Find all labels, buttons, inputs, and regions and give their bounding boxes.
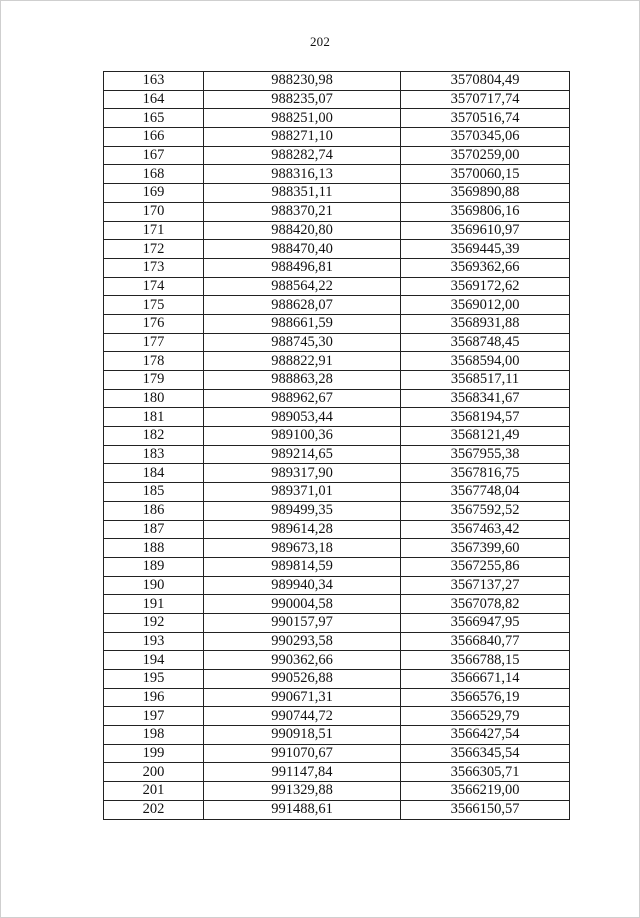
x-coordinate-cell: 989814,59	[204, 557, 401, 576]
x-coordinate-cell: 990293,58	[204, 632, 401, 651]
point-number-cell: 196	[104, 688, 204, 707]
point-number-cell: 163	[104, 72, 204, 91]
point-number-cell: 190	[104, 576, 204, 595]
point-number-cell: 202	[104, 800, 204, 819]
point-number-cell: 198	[104, 726, 204, 745]
point-number-cell: 201	[104, 782, 204, 801]
point-number-cell: 189	[104, 557, 204, 576]
x-coordinate-cell: 988351,11	[204, 184, 401, 203]
x-coordinate-cell: 990526,88	[204, 670, 401, 689]
y-coordinate-cell: 3567816,75	[401, 464, 570, 483]
point-number-cell: 172	[104, 240, 204, 259]
point-number-cell: 165	[104, 109, 204, 128]
x-coordinate-cell: 989317,90	[204, 464, 401, 483]
point-number-cell: 170	[104, 202, 204, 221]
point-number-cell: 186	[104, 501, 204, 520]
x-coordinate-cell: 988564,22	[204, 277, 401, 296]
x-coordinate-cell: 991147,84	[204, 763, 401, 782]
y-coordinate-cell: 3568121,49	[401, 427, 570, 446]
table-row	[104, 539, 570, 558]
table-row	[104, 202, 570, 221]
x-coordinate-cell: 989673,18	[204, 539, 401, 558]
x-coordinate-cell: 991070,67	[204, 744, 401, 763]
y-coordinate-cell: 3570060,15	[401, 165, 570, 184]
table-row	[104, 782, 570, 801]
y-coordinate-cell: 3567399,60	[401, 539, 570, 558]
table-row	[104, 744, 570, 763]
point-number-cell: 192	[104, 613, 204, 632]
point-number-cell: 195	[104, 670, 204, 689]
x-coordinate-cell: 988661,59	[204, 314, 401, 333]
y-coordinate-cell: 3567748,04	[401, 483, 570, 502]
y-coordinate-cell: 3568931,88	[401, 314, 570, 333]
coordinates-table	[103, 71, 570, 820]
table-row	[104, 613, 570, 632]
y-coordinate-cell: 3568341,67	[401, 389, 570, 408]
point-number-cell: 200	[104, 763, 204, 782]
y-coordinate-cell: 3570345,06	[401, 128, 570, 147]
point-number-cell: 171	[104, 221, 204, 240]
y-coordinate-cell: 3569012,00	[401, 296, 570, 315]
table-row	[104, 726, 570, 745]
point-number-cell: 187	[104, 520, 204, 539]
point-number-cell: 177	[104, 333, 204, 352]
x-coordinate-cell: 989053,44	[204, 408, 401, 427]
x-coordinate-cell: 990362,66	[204, 651, 401, 670]
table-row	[104, 688, 570, 707]
table-row	[104, 333, 570, 352]
table-row	[104, 595, 570, 614]
x-coordinate-cell: 988822,91	[204, 352, 401, 371]
point-number-cell: 168	[104, 165, 204, 184]
y-coordinate-cell: 3566947,95	[401, 613, 570, 632]
y-coordinate-cell: 3567137,27	[401, 576, 570, 595]
x-coordinate-cell: 989940,34	[204, 576, 401, 595]
point-number-cell: 176	[104, 314, 204, 333]
x-coordinate-cell: 988271,10	[204, 128, 401, 147]
point-number-cell: 193	[104, 632, 204, 651]
table-row	[104, 464, 570, 483]
y-coordinate-cell: 3566219,00	[401, 782, 570, 801]
table-row	[104, 389, 570, 408]
y-coordinate-cell: 3566840,77	[401, 632, 570, 651]
y-coordinate-cell: 3566529,79	[401, 707, 570, 726]
y-coordinate-cell: 3566150,57	[401, 800, 570, 819]
point-number-cell: 191	[104, 595, 204, 614]
point-number-cell: 199	[104, 744, 204, 763]
y-coordinate-cell: 3566345,54	[401, 744, 570, 763]
point-number-cell: 179	[104, 371, 204, 390]
y-coordinate-cell: 3570516,74	[401, 109, 570, 128]
y-coordinate-cell: 3566427,54	[401, 726, 570, 745]
table-row	[104, 670, 570, 689]
table-row	[104, 240, 570, 259]
table-row	[104, 445, 570, 464]
table-row	[104, 800, 570, 819]
y-coordinate-cell: 3569362,66	[401, 258, 570, 277]
y-coordinate-cell: 3567255,86	[401, 557, 570, 576]
x-coordinate-cell: 988370,21	[204, 202, 401, 221]
table-row	[104, 221, 570, 240]
x-coordinate-cell: 988235,07	[204, 90, 401, 109]
table-row	[104, 184, 570, 203]
x-coordinate-cell: 988420,80	[204, 221, 401, 240]
y-coordinate-cell: 3567078,82	[401, 595, 570, 614]
table-row	[104, 314, 570, 333]
table-row	[104, 165, 570, 184]
y-coordinate-cell: 3570259,00	[401, 146, 570, 165]
table-row	[104, 371, 570, 390]
point-number-cell: 181	[104, 408, 204, 427]
point-number-cell: 197	[104, 707, 204, 726]
table-row	[104, 632, 570, 651]
x-coordinate-cell: 988282,74	[204, 146, 401, 165]
x-coordinate-cell: 989371,01	[204, 483, 401, 502]
x-coordinate-cell: 990004,58	[204, 595, 401, 614]
y-coordinate-cell: 3567592,52	[401, 501, 570, 520]
x-coordinate-cell: 990157,97	[204, 613, 401, 632]
table-row	[104, 520, 570, 539]
point-number-cell: 185	[104, 483, 204, 502]
y-coordinate-cell: 3567955,38	[401, 445, 570, 464]
page-number: 202	[309, 34, 331, 49]
table-row	[104, 72, 570, 91]
point-number-cell: 173	[104, 258, 204, 277]
y-coordinate-cell: 3569445,39	[401, 240, 570, 259]
coordinates-table-body	[104, 72, 570, 820]
point-number-cell: 194	[104, 651, 204, 670]
y-coordinate-cell: 3569890,88	[401, 184, 570, 203]
y-coordinate-cell: 3570717,74	[401, 90, 570, 109]
point-number-cell: 167	[104, 146, 204, 165]
table-row	[104, 763, 570, 782]
table-row	[104, 258, 570, 277]
table-row	[104, 352, 570, 371]
table-row	[104, 501, 570, 520]
point-number-cell: 166	[104, 128, 204, 147]
y-coordinate-cell: 3569172,62	[401, 277, 570, 296]
y-coordinate-cell: 3566576,19	[401, 688, 570, 707]
x-coordinate-cell: 988628,07	[204, 296, 401, 315]
point-number-cell: 188	[104, 539, 204, 558]
point-number-cell: 184	[104, 464, 204, 483]
x-coordinate-cell: 990744,72	[204, 707, 401, 726]
table-row	[104, 109, 570, 128]
x-coordinate-cell: 991329,88	[204, 782, 401, 801]
point-number-cell: 178	[104, 352, 204, 371]
table-row	[104, 277, 570, 296]
table-row	[104, 707, 570, 726]
point-number-cell: 183	[104, 445, 204, 464]
table-row	[104, 408, 570, 427]
x-coordinate-cell: 989100,36	[204, 427, 401, 446]
x-coordinate-cell: 988962,67	[204, 389, 401, 408]
y-coordinate-cell: 3569806,16	[401, 202, 570, 221]
table-row	[104, 90, 570, 109]
table-row	[104, 146, 570, 165]
x-coordinate-cell: 988230,98	[204, 72, 401, 91]
x-coordinate-cell: 988863,28	[204, 371, 401, 390]
y-coordinate-cell: 3568748,45	[401, 333, 570, 352]
x-coordinate-cell: 988251,00	[204, 109, 401, 128]
point-number-cell: 180	[104, 389, 204, 408]
table-row	[104, 427, 570, 446]
y-coordinate-cell: 3566788,15	[401, 651, 570, 670]
x-coordinate-cell: 991488,61	[204, 800, 401, 819]
y-coordinate-cell: 3567463,42	[401, 520, 570, 539]
x-coordinate-cell: 988745,30	[204, 333, 401, 352]
point-number-cell: 164	[104, 90, 204, 109]
x-coordinate-cell: 989614,28	[204, 520, 401, 539]
table-row	[104, 296, 570, 315]
y-coordinate-cell: 3566305,71	[401, 763, 570, 782]
table-row	[104, 128, 570, 147]
x-coordinate-cell: 988470,40	[204, 240, 401, 259]
x-coordinate-cell: 988496,81	[204, 258, 401, 277]
table-row	[104, 483, 570, 502]
x-coordinate-cell: 990671,31	[204, 688, 401, 707]
point-number-cell: 169	[104, 184, 204, 203]
y-coordinate-cell: 3568194,57	[401, 408, 570, 427]
table-row	[104, 651, 570, 670]
y-coordinate-cell: 3568594,00	[401, 352, 570, 371]
x-coordinate-cell: 989499,35	[204, 501, 401, 520]
x-coordinate-cell: 989214,65	[204, 445, 401, 464]
table-row	[104, 576, 570, 595]
y-coordinate-cell: 3568517,11	[401, 371, 570, 390]
point-number-cell: 182	[104, 427, 204, 446]
table-row	[104, 557, 570, 576]
y-coordinate-cell: 3570804,49	[401, 72, 570, 91]
point-number-cell: 175	[104, 296, 204, 315]
y-coordinate-cell: 3566671,14	[401, 670, 570, 689]
point-number-cell: 174	[104, 277, 204, 296]
x-coordinate-cell: 990918,51	[204, 726, 401, 745]
x-coordinate-cell: 988316,13	[204, 165, 401, 184]
y-coordinate-cell: 3569610,97	[401, 221, 570, 240]
